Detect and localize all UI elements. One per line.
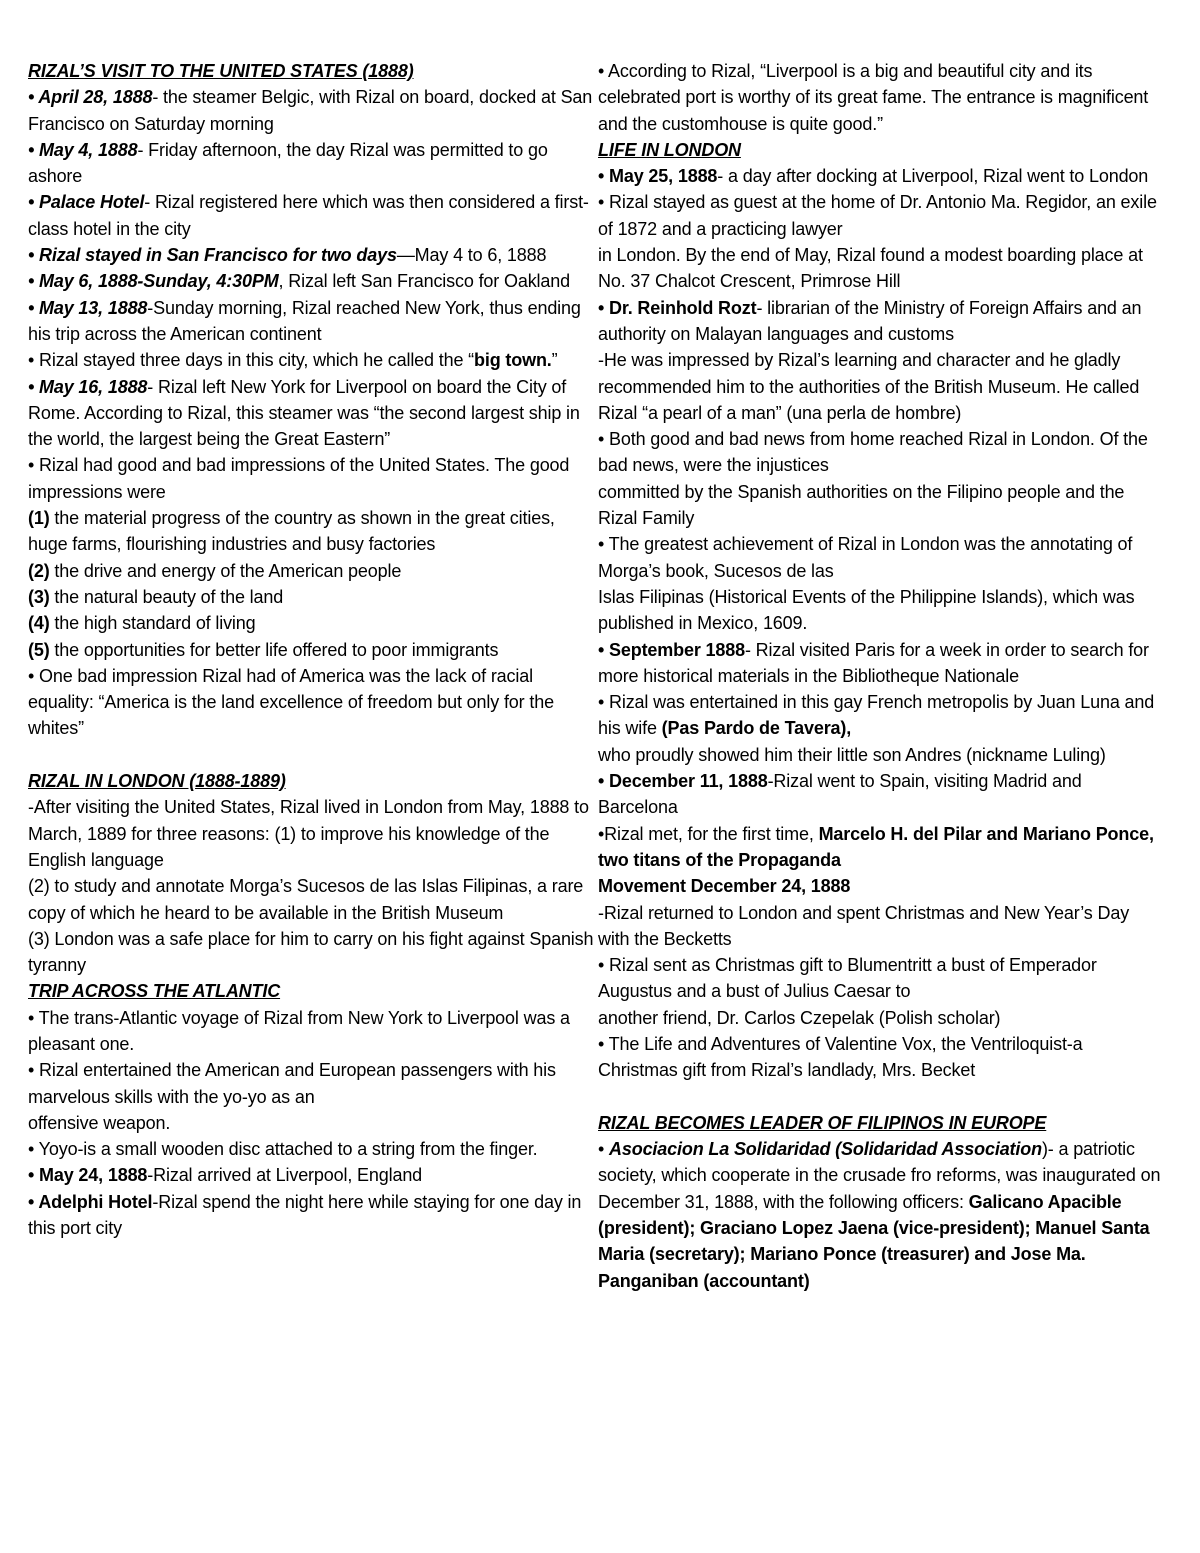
paragraph [598, 900, 1164, 953]
text-run: -Rizal arrived at Liverpool, England [147, 1165, 423, 1186]
text-run: • May 25, 1888 [598, 166, 718, 187]
text-run: • According to Rizal, “Liverpool is a big and beautiful city and its celebrated port is worthy of its great fame. The entrance is magnificent and the customhouse is quite good.” [598, 61, 1149, 134]
text-run: • May 24, 1888 [28, 1165, 148, 1186]
text-run: • May 13, 1888 [28, 297, 148, 318]
spacer [598, 1084, 1164, 1110]
paragraph [28, 584, 594, 610]
text-run: the opportunities for better life offered to poor immigrants [49, 639, 499, 660]
paragraph [598, 742, 1164, 768]
text-run: •Rizal met, for the first time, [598, 823, 819, 844]
paragraph [28, 873, 594, 926]
text-run: • Rizal stayed three days in this city, which he called the “ [28, 350, 475, 371]
section-heading-us-visit: RIZAL’S VISIT TO THE UNITED STATES (1888) [28, 61, 414, 81]
paragraph [598, 584, 1164, 637]
text-run: • Rizal had good and bad impressions of the United States. The good impressions were [28, 455, 570, 502]
text-run: • May 4, 1888 [28, 139, 138, 160]
text-run: the drive and energy of the American people [49, 560, 402, 581]
paragraph [28, 347, 594, 373]
text-run: the material progress of the country as shown in the great cities, huge farms, flourishing industries and busy factories [28, 508, 555, 555]
paragraph [598, 426, 1164, 479]
text-run: - the steamer Belgic, with Rizal on board, docked at San Francisco on Saturday morning [28, 87, 593, 134]
paragraph [28, 1110, 594, 1136]
text-run: • One bad impression Rizal had of America was the lack of racial equality: “America is the land excellence of freedom but only for the whites” [28, 665, 554, 739]
text-run: • The Life and Adventures of Valentine Vox, the Ventriloquist-a Christmas gift from Rizal’s landlady, Mrs. Becket [598, 1033, 1083, 1081]
paragraph [28, 452, 594, 505]
right-column [598, 58, 1164, 1294]
text-run: • Yoyo-is a small wooden disc attached to a string from the finger. [28, 1139, 538, 1160]
text-run: Movement December 24, 1888 [598, 876, 851, 897]
paragraph [28, 84, 594, 137]
paragraph [28, 1136, 594, 1162]
text-run: • Rizal entertained the American and European passengers with his marvelous skills with the yo-yo as an [28, 1060, 556, 1107]
paragraph [28, 1162, 594, 1188]
paragraph [598, 58, 1164, 137]
text-run: (3) [28, 586, 50, 607]
text-run: Islas Filipinas (Historical Events of the Philippine Islands), which was published in Mexico, 1609. [598, 586, 1135, 634]
paragraph [598, 479, 1164, 532]
text-run: Marcelo H. del Pilar and Mariano Ponce, two titans of the Propaganda [598, 823, 1154, 870]
text-run: • Adelphi Hotel [28, 1191, 153, 1212]
section-heading-atlantic: TRIP ACROSS THE ATLANTIC [28, 981, 281, 1002]
text-run: - Friday afternoon, the day Rizal was permitted to go ashore [28, 139, 548, 187]
paragraph [598, 1031, 1164, 1084]
text-run: the natural beauty of the land [49, 586, 284, 607]
paragraph [28, 242, 594, 268]
text-run: • The greatest achievement of Rizal in London was the annotating of Morga’s book, Sucesos de las [598, 534, 1133, 581]
text-run: (Pas Pardo de Tavera), [661, 718, 852, 739]
paragraph [598, 873, 1164, 899]
text-run: (4) [28, 613, 50, 634]
paragraph [598, 242, 1164, 295]
paragraph [28, 374, 594, 453]
text-run: • Rizal sent as Christmas gift to Blumentritt a bust of Emperador Augustus and a bust of Julius Caesar to [598, 955, 1097, 1002]
left-column [28, 58, 594, 1241]
text-run: • May 6, 1888-Sunday, 4:30PM [28, 271, 279, 292]
text-run: (2) to study and annotate Morga’s Sucesos de las Islas Filipinas, a rare copy of which he heard to be available in the British Museum [28, 876, 584, 923]
text-run: • Rizal was entertained in this gay French metropolis by Juan Luna and his wife [598, 692, 1155, 739]
paragraph [28, 926, 594, 979]
text-run: offensive weapon. [28, 1112, 171, 1133]
paragraph [598, 531, 1164, 584]
paragraph [28, 505, 594, 558]
text-run: • [598, 1139, 610, 1160]
text-run: • September 1888 [598, 639, 745, 660]
paragraph [28, 189, 594, 242]
text-run: • May 16, 1888 [28, 376, 148, 397]
text-run: • The trans-Atlantic voyage of Rizal from New York to Liverpool was a pleasant one. [28, 1007, 570, 1054]
spacer [28, 742, 594, 768]
text-run: • Palace Hotel [28, 192, 145, 213]
text-run: Asociacion La Solidaridad (Solidaridad Association [609, 1139, 1042, 1160]
paragraph [28, 663, 594, 742]
paragraph [28, 295, 594, 348]
paragraph [28, 558, 594, 584]
text-run: who proudly showed him their little son Andres (nickname Luling) [598, 744, 1106, 765]
text-run: -Rizal returned to London and spent Christmas and New Year’s Day with the Becketts [598, 902, 1130, 949]
text-run: Galicano Apacible (president); Graciano Lopez Jaena (vice-president); Manuel Santa Maria (secretary); Mariano Ponce (treasurer) and Jose Ma. Panganiban (accountant) [598, 1191, 1150, 1291]
paragraph [598, 952, 1164, 1005]
section-heading-life-in-london: LIFE IN LONDON [598, 139, 741, 160]
text-run: —May 4 to 6, 1888 [396, 245, 547, 266]
text-run: - librarian of the Ministry of Foreign Affairs and an authority on Malayan languages and customs [598, 297, 1142, 344]
paragraph [28, 137, 594, 190]
paragraph [28, 268, 594, 294]
paragraph [28, 610, 594, 636]
text-run: ” [551, 350, 558, 371]
paragraph [598, 821, 1164, 874]
text-run: (5) [28, 639, 50, 660]
text-run: - Rizal visited Paris for a week in order to search for more historical materials in the Bibliotheque Nationale [598, 639, 1149, 686]
text-run: • April 28, 1888 [28, 87, 153, 108]
paragraph [598, 1005, 1164, 1031]
paragraph [28, 637, 594, 663]
paragraph [598, 189, 1164, 242]
text-run: -After visiting the United States, Rizal lived in London from May, 1888 to March, 1889 for three reasons: (1) to improve his knowledge of the English language [28, 797, 589, 870]
text-run: - a day after docking at Liverpool, Rizal went to London [717, 166, 1149, 187]
paragraph [598, 163, 1164, 189]
paragraph [598, 295, 1164, 348]
text-run: - Rizal left New York for Liverpool on board the City of Rome. According to Rizal, this steamer was “the second largest ship in the world, the largest being the Great Eastern” [28, 376, 580, 450]
paragraph [598, 347, 1164, 426]
text-run: • December 11, 1888 [598, 771, 768, 792]
text-run: (2) [28, 560, 50, 581]
paragraph [28, 1189, 594, 1242]
text-run: the high standard of living [49, 613, 256, 634]
text-run: (3) London was a safe place for him to carry on his fight against Spanish tyranny [28, 928, 594, 976]
text-run: -He was impressed by Rizal’s learning and character and he gladly recommended him to the authorities of the British Museum. He called Rizal “a pearl of a man” (una perla de hombre) [598, 350, 1140, 423]
paragraph [598, 1136, 1164, 1294]
text-run: - Rizal registered here which was then considered a first-class hotel in the city [28, 192, 589, 239]
text-run: • Dr. Reinhold Rozt [598, 297, 757, 318]
paragraph [598, 768, 1164, 821]
text-run: big town. [474, 350, 552, 371]
text-run: -Sunday morning, Rizal reached New York, thus ending his trip across the American continent [28, 297, 581, 344]
paragraph [28, 794, 594, 873]
text-run: in London. By the end of May, Rizal found a modest boarding place at No. 37 Chalcot Crescent, Primrose Hill [598, 245, 1143, 292]
text-run: -Rizal spend the night here while staying for one day in this port city [28, 1191, 582, 1239]
paragraph [598, 637, 1164, 690]
text-run: -Rizal went to Spain, visiting Madrid and Barcelona [598, 771, 1082, 818]
text-run: • Rizal stayed in San Francisco for two days [28, 245, 397, 266]
paragraph [28, 1005, 594, 1058]
paragraph [598, 689, 1164, 742]
text-run: • Both good and bad news from home reached Rizal in London. Of the bad news, were the injustices [598, 429, 1148, 476]
section-heading-leader-europe: RIZAL BECOMES LEADER OF FILIPINOS IN EUROPE [598, 1112, 1047, 1133]
text-run: )- a patriotic society, which cooperate in the crusade fro reforms, was inaugurated on December 31, 1888, with the following officers: [598, 1139, 1161, 1212]
text-run: another friend, Dr. Carlos Czepelak (Polish scholar) [598, 1007, 1001, 1028]
text-run: (1) [28, 508, 50, 529]
paragraph [28, 1057, 594, 1110]
text-run: committed by the Spanish authorities on the Filipino people and the Rizal Family [598, 481, 1125, 529]
text-run: , Rizal left San Francisco for Oakland [278, 271, 570, 292]
text-run: • Rizal stayed as guest at the home of Dr. Antonio Ma. Regidor, an exile of 1872 and a practicing lawyer [598, 192, 1157, 239]
section-heading-london: RIZAL IN LONDON (1888-1889) [28, 771, 286, 792]
